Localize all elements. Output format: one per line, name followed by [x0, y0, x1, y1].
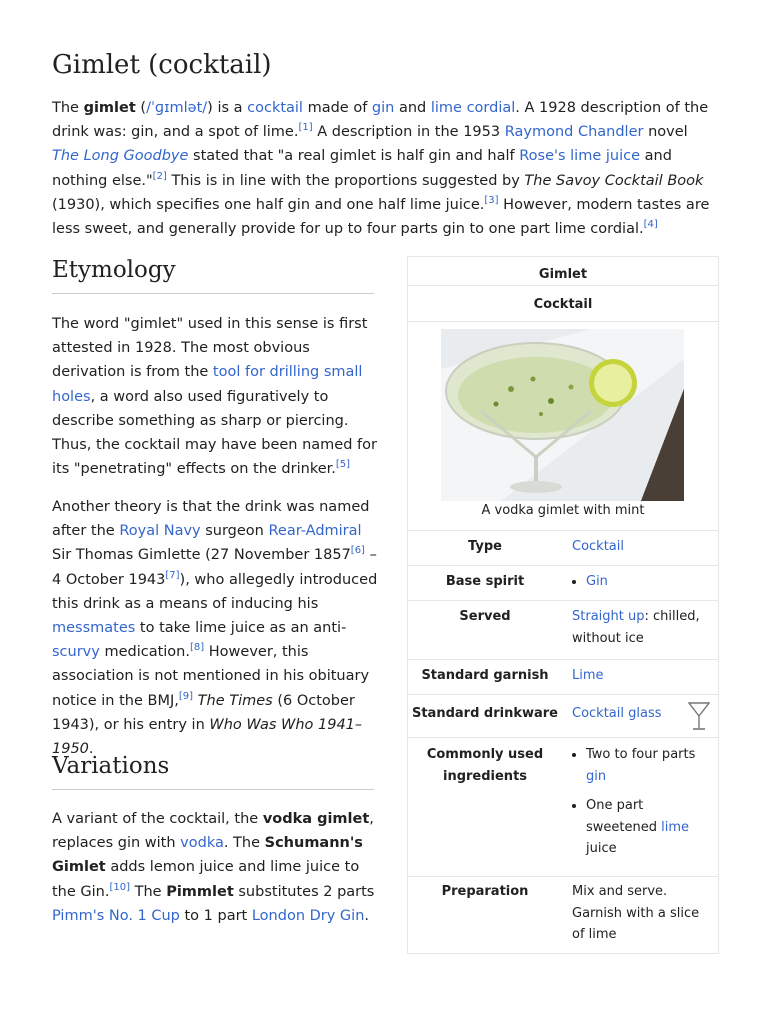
- ingredient-gin-link[interactable]: gin: [586, 768, 607, 784]
- type-cocktail-link[interactable]: Cocktail: [572, 539, 624, 554]
- etymology-paragraph-2: Another theory is that the drink was named after the Royal Navy surgeon Rear-Admiral Sir Thomas Gimlette (27 November 1857[6] – 4 October 1943[7]), who allegedly introduced this drink as a means of inducing his messmates to take lime juice as an anti-scurvy medication.[8] However, this association is not mentioned in his obituary notice in the BMJ,[9] The Times (6 October 1943), or his entry in Who Was Who 1941–1950.: [52, 499, 378, 758]
- infobox-image-cell: [408, 322, 718, 531]
- infobox-row-type: Type Cocktail: [408, 531, 718, 566]
- london-dry-gin-link[interactable]: London Dry Gin: [251, 907, 365, 924]
- roses-lime-juice-link[interactable]: Rose's lime juice: [519, 148, 641, 165]
- page-title: Gimlet (cocktail): [52, 50, 272, 80]
- garnish-lime-link[interactable]: Lime: [572, 668, 604, 683]
- infobox-row-drinkware: Standard drinkware Cocktail glass: [408, 695, 718, 738]
- ref-9[interactable]: [9]: [178, 690, 194, 702]
- base-spirit-gin-link[interactable]: Gin: [586, 574, 608, 589]
- variations-paragraph: A variant of the cocktail, the vodka gimlet, replaces gin with vodka. The Schumann's Gimlet adds lemon juice and lime juice to the Gin.[10] The Pimmlet substitutes 2 parts Pimm's No. 1 Cup to 1 part London Dry Gin.: [52, 811, 375, 924]
- infobox-row-preparation: Preparation Mix and serve. Garnish with a slice of lime: [408, 877, 718, 953]
- lead-paragraph: The gimlet (/ˈɡɪmlət/) is a cocktail made of gin and lime cordial. A 1928 description of the drink was: gin, and a spot of lime.[1] A description in the 1953 Raymond Chandler novel The Long Goodbye stated that "a real gimlet is half gin and half Rose's lime juice and nothing else."[2] This is in line with the proportions suggested by The Savoy Cocktail Book (1930), which specifies one half gin and one half lime juice.[3] However, modern tastes are less sweet, and generally provide for up to four parts gin to one part lime cordial.[4]: [52, 100, 710, 238]
- ref-1[interactable]: [1]: [298, 122, 313, 134]
- variations-heading: Variations: [52, 753, 374, 790]
- cocktail-glass-icon: [688, 701, 710, 739]
- cocktail-link[interactable]: cocktail: [247, 100, 303, 116]
- infobox-subtitle: Cocktail: [408, 286, 718, 322]
- infobox-row-base-spirit: Base spirit • Gin: [408, 566, 718, 601]
- tool-link[interactable]: tool for drilling small holes: [52, 364, 363, 405]
- raymond-chandler-link[interactable]: Raymond Chandler: [504, 124, 644, 141]
- infobox-title: Gimlet: [408, 257, 718, 286]
- preparation-text: Mix and serve. Garnish with a slice of lime: [572, 884, 700, 942]
- ipa-link[interactable]: /ˈɡɪmlət/: [146, 100, 208, 116]
- ref-6[interactable]: [6]: [350, 545, 365, 557]
- cocktail-glass-link[interactable]: Cocktail glass: [572, 706, 662, 721]
- infobox: [407, 256, 719, 954]
- scurvy-link[interactable]: scurvy: [52, 644, 100, 661]
- ref-3[interactable]: [3]: [484, 194, 499, 206]
- vodka-link[interactable]: vodka: [180, 835, 224, 852]
- ref-2[interactable]: [2]: [152, 170, 167, 182]
- gin-link[interactable]: gin: [371, 100, 395, 116]
- lime-cordial-link[interactable]: lime cordial: [430, 100, 516, 116]
- infobox-row-garnish: Standard garnish Lime: [408, 660, 718, 695]
- ref-8[interactable]: [8]: [189, 642, 205, 654]
- royal-navy-link[interactable]: Royal Navy: [119, 523, 201, 540]
- infobox-row-served: Served Straight up: chilled, without ice: [408, 601, 718, 660]
- image-caption: A vodka gimlet with mint: [481, 503, 645, 518]
- ref-10[interactable]: [10]: [109, 881, 131, 893]
- etymology-heading: Etymology: [52, 257, 374, 294]
- rear-admiral-link[interactable]: Rear-Admiral: [268, 523, 362, 540]
- straight-up-link[interactable]: Straight up: [572, 609, 645, 624]
- ref-4[interactable]: [4]: [643, 219, 658, 231]
- messmates-link[interactable]: messmates: [52, 620, 136, 637]
- infobox-row-ingredients: Commonly used ingredients • Two to four parts gin • One part sweetened lime juice: [408, 738, 718, 877]
- pimms-link[interactable]: Pimm's No. 1 Cup: [52, 907, 180, 924]
- ref-7[interactable]: [7]: [165, 569, 180, 581]
- ingredient-lime-link[interactable]: lime: [661, 819, 690, 835]
- etymology-paragraph-1: The word "gimlet" used in this sense is first attested in 1928. The most obvious derivation is from the tool for drilling small holes, a word also used figuratively to describe something as sharp or piercing. Thus, the cocktail may have been named for its "penetrating" effects on the drinker.[5]: [52, 316, 377, 478]
- the-long-goodbye-link[interactable]: The Long Goodbye: [52, 148, 189, 165]
- gimlet-bold: gimlet: [83, 100, 136, 116]
- vodka-gimlet-image[interactable]: [441, 329, 684, 501]
- ref-5[interactable]: [5]: [335, 459, 351, 471]
